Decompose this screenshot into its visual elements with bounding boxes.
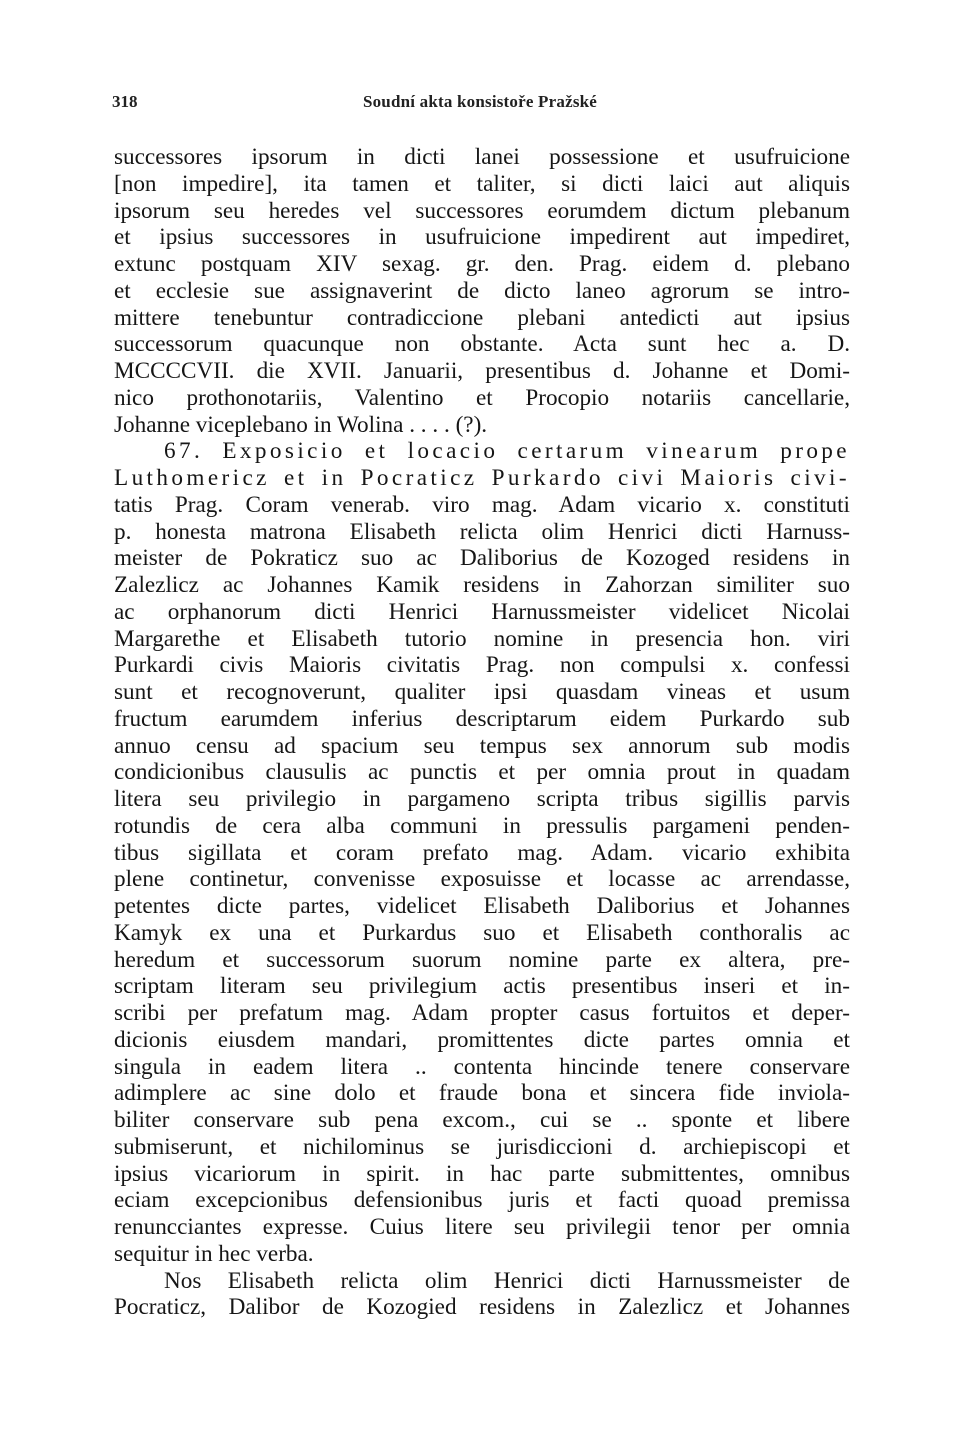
text-line: Zalezlicz ac Johannes Kamik residens in Zahorzan similiter suo — [114, 572, 850, 598]
page-number: 318 — [112, 92, 138, 111]
text-line: nico prothonotariis, Valentino et Procopio notariis cancellarie, — [114, 384, 850, 411]
text-line: ac orphanorum dicti Henrici Harnussmeister videlicet Nicolai — [114, 598, 850, 625]
text-line: dicionis eiusdem mandari, promittentes dicte partes omnia et — [114, 1026, 850, 1053]
text-line: singula in eadem litera .. contenta hincinde tenere conservare — [114, 1053, 850, 1080]
section-heading-line: Luthomericz et in Pocraticz Purkardo civi Maioris civi- — [114, 465, 850, 491]
text-line: sequitur in hec verba. — [114, 1240, 314, 1267]
text-line: tatis Prag. Coram venerab. viro mag. Adam vicario x. constituti — [114, 491, 850, 518]
text-line: Kamyk ex una et Purkardus suo et Elisabeth conthoralis ac — [114, 919, 850, 946]
text-line: heredum et successorum suorum nomine parte ex altera, pre- — [114, 946, 850, 973]
text-line: successorum quacunque non obstante. Acta sunt hec a. D. — [114, 331, 850, 358]
text-line: plene continetur, convenisse exposuisse et locasse ac arrendasse, — [114, 866, 850, 893]
text-line: MCCCCVII. die XVII. Januarii, presentibus d. Johanne et Domi- — [114, 358, 850, 384]
text-line: scribi per prefatum mag. Adam propter casus fortuitos et deper- — [114, 1000, 850, 1026]
text-line: ipsius vicariorum in spirit. in hac parte submittentes, omnibus — [114, 1160, 850, 1187]
text-line: eciam excepcionibus defensionibus juris et facti quoad premissa — [114, 1187, 850, 1214]
text-line: condicionibus clausulis ac punctis et per omnia prout in quadam — [114, 759, 850, 786]
text-line: et ipsius successores in usufruicione impedirent aut impediret, — [114, 224, 850, 251]
text-line: adimplere ac sine dolo et fraude bona et sincera fide inviola- — [114, 1080, 850, 1107]
text-line: p. honesta matrona Elisabeth relicta olim Henrici dicti Harnuss- — [114, 518, 850, 545]
text-line: et ecclesie sue assignaverint de dicto laneo agrorum se intro- — [114, 277, 850, 304]
text-line: tibus sigillata et coram prefato mag. Adam. vicario exhibita — [114, 839, 850, 866]
text-line: Purkardi civis Maioris civitatis Prag. non compulsi x. confessi — [114, 652, 850, 679]
running-title: Soudní akta konsistoře Pražské — [362, 92, 598, 111]
running-head — [112, 92, 848, 116]
text-line: fructum earumdem inferius descriptarum eidem Purkardo sub — [114, 705, 850, 732]
section-heading-line: 67. Exposicio et locacio certarum vinearum prope — [164, 438, 850, 465]
text-line: Nos Elisabeth relicta olim Henrici dicti Harnussmeister de — [164, 1267, 850, 1294]
text-line: sunt et recognoverunt, qualiter ipsi quasdam vineas et usum — [114, 679, 850, 705]
text-line: ipsorum seu heredes vel successores eorumdem dictum plebanum — [114, 197, 850, 224]
text-line: petentes dicte partes, videlicet Elisabeth Daliborius et Johannes — [114, 893, 850, 919]
text-line: Margarethe et Elisabeth tutorio nomine in presencia hon. viri — [114, 625, 850, 652]
text-line: successores ipsorum in dicti lanei possessione et usufruicione — [114, 144, 850, 170]
body-text — [114, 144, 850, 1321]
text-line: submiserunt, et nichilominus se jurisdiccioni d. archiepiscopi et — [114, 1133, 850, 1160]
text-line: Johanne viceplebano in Wolina . . . . (?). — [114, 411, 488, 438]
text-line: litera seu privilegio in pargameno scripta tribus sigillis parvis — [114, 786, 850, 812]
text-line: Pocraticz, Dalibor de Kozogied residens in Zalezlicz et Johannes — [114, 1294, 850, 1321]
text-line: annuo censu ad spacium seu tempus sex annorum sub modis — [114, 732, 850, 759]
text-line: biliter conservare sub pena excom., cui se .. sponte et libere — [114, 1107, 850, 1133]
text-line: [non impedire], ita tamen et taliter, si dicti laici aut aliquis — [114, 170, 850, 197]
text-line: scriptam literam seu privilegium actis presentibus inseri et in- — [114, 973, 850, 1000]
text-line: renuncciantes expresse. Cuius litere seu privilegii tenor per omnia — [114, 1214, 850, 1240]
text-line: extunc postquam XIV sexag. gr. den. Prag. eidem d. plebano — [114, 251, 850, 277]
text-line: mittere tenebuntur contradiccione plebani antedicti aut ipsius — [114, 304, 850, 331]
text-line: rotundis de cera alba communi in pressulis pargameni penden- — [114, 812, 850, 839]
text-line: meister de Pokraticz suo ac Daliborius de Kozoged residens in — [114, 545, 850, 572]
